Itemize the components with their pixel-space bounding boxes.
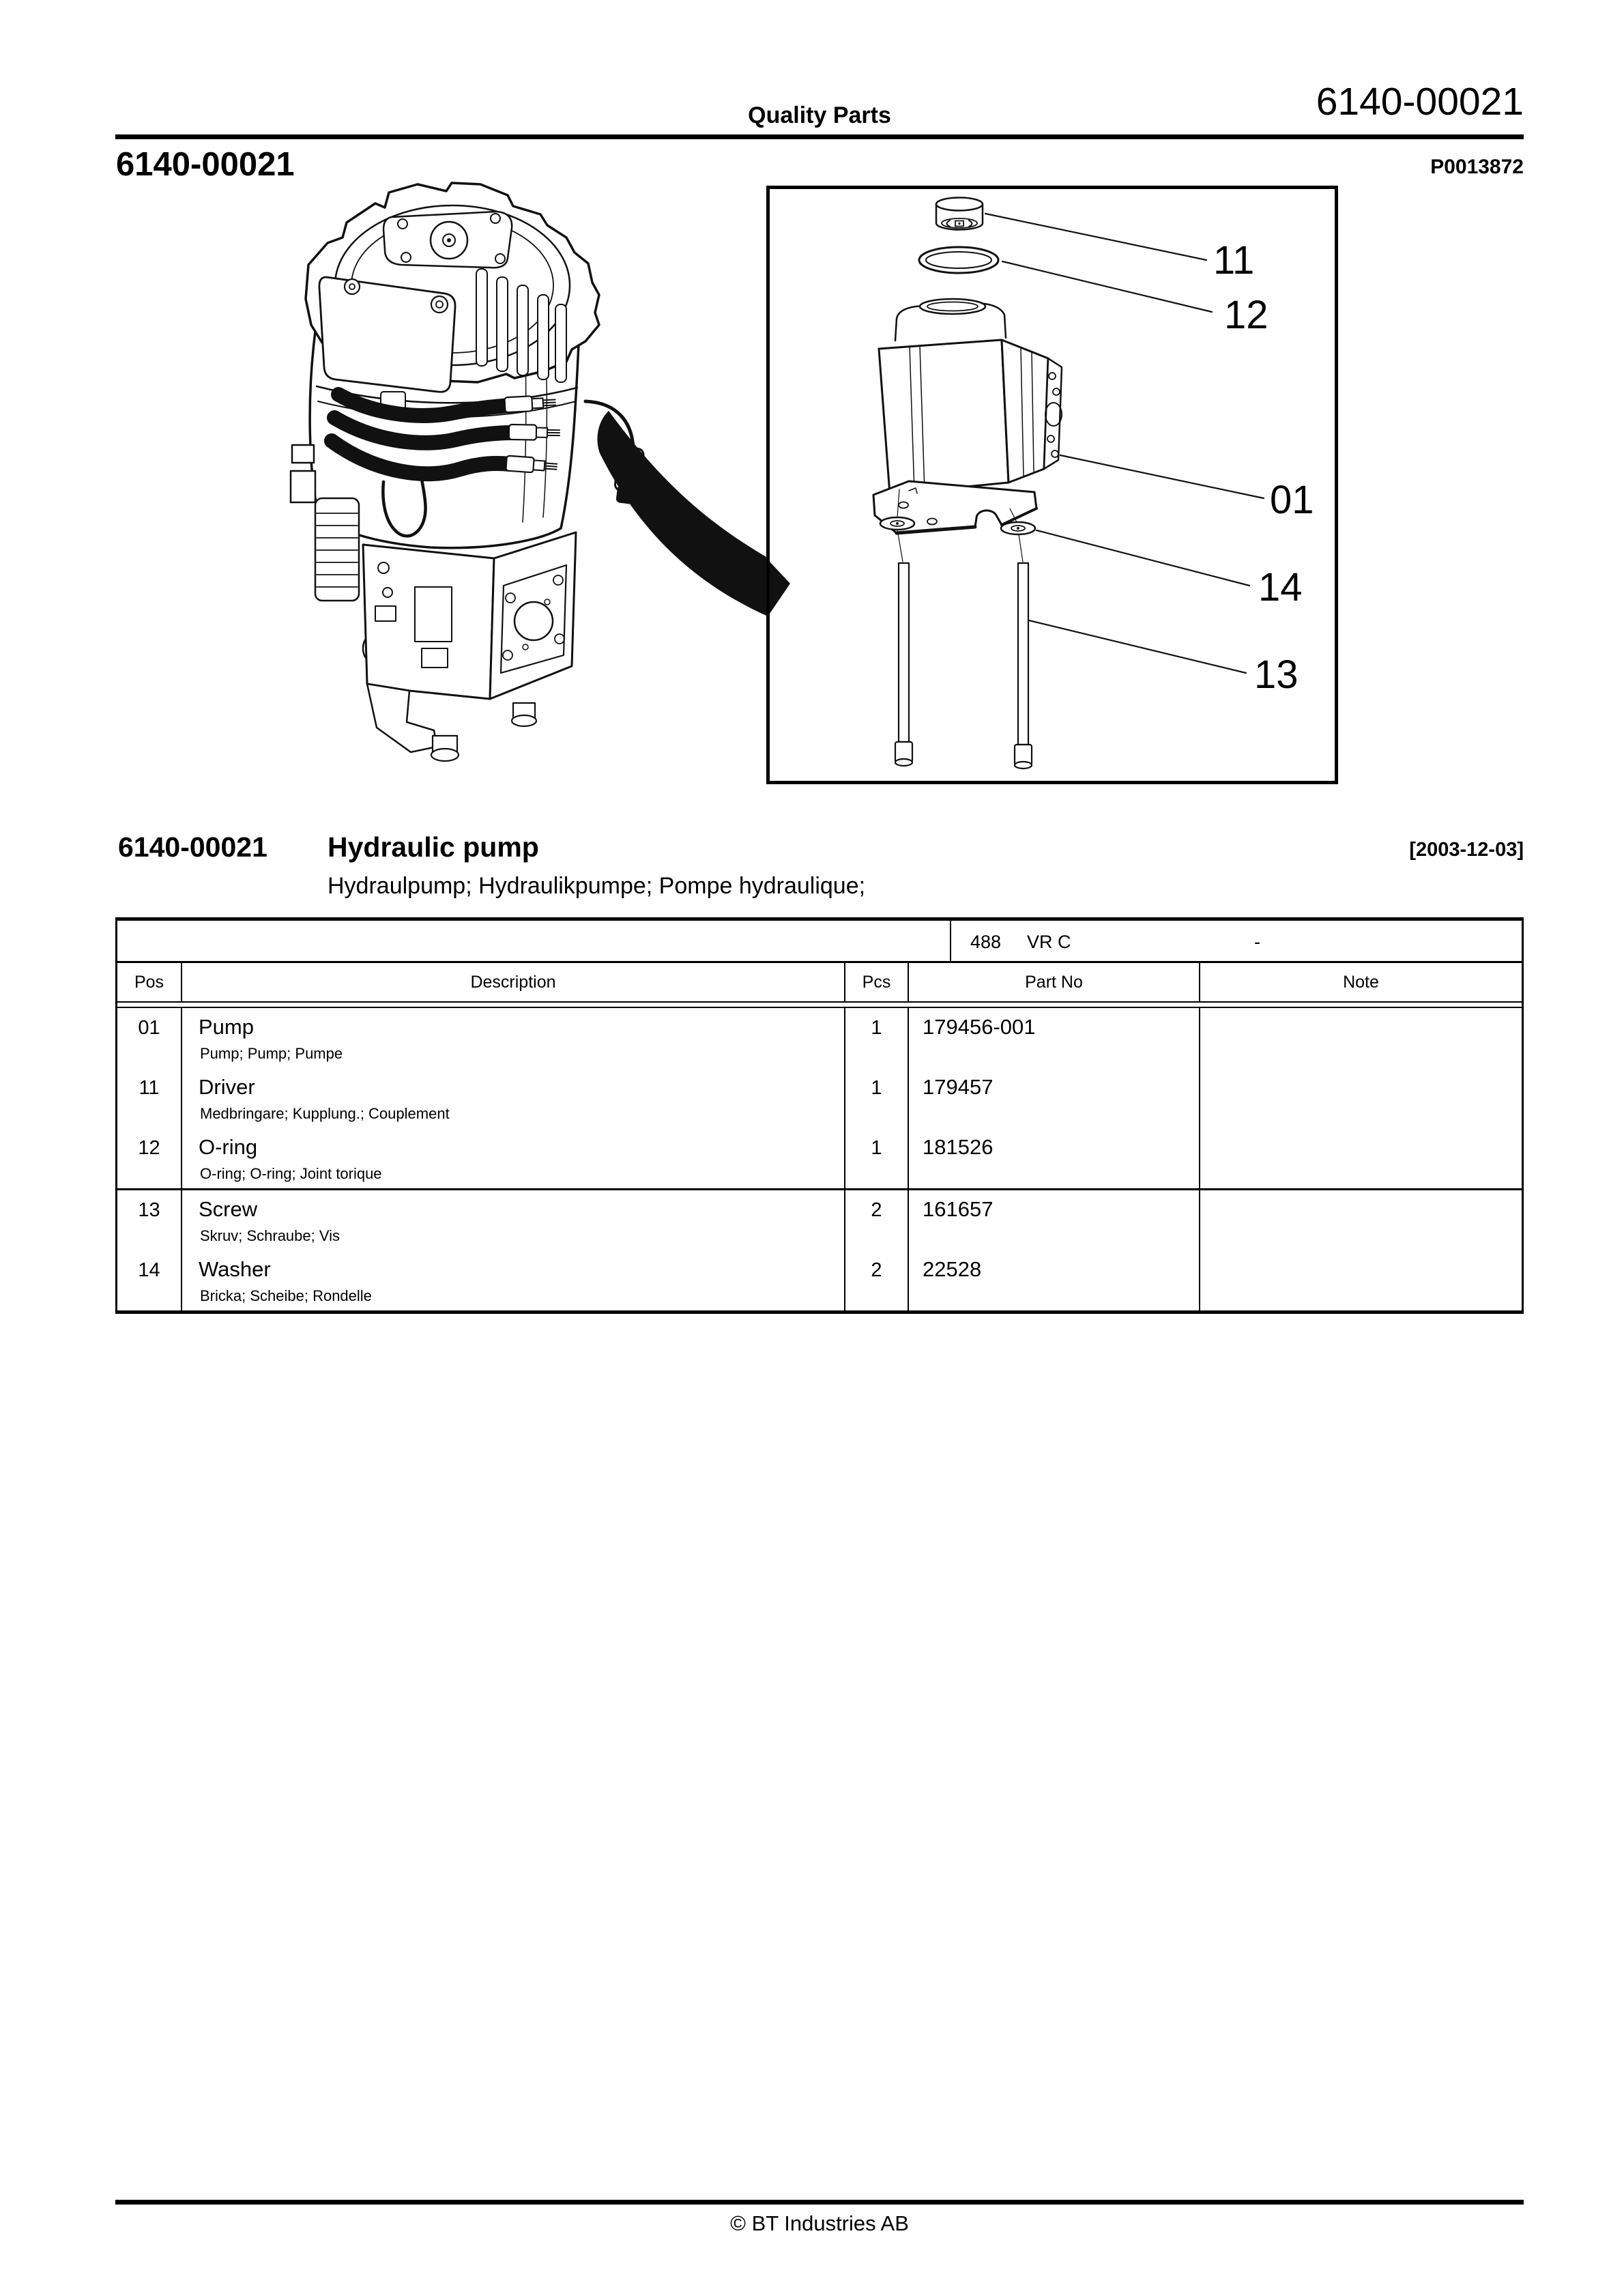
callout-label-11: 11: [1213, 238, 1255, 283]
variant-note: -: [1254, 932, 1260, 952]
variant-band: [117, 921, 1522, 961]
callout-label-01: 01: [1270, 478, 1314, 522]
description-main: Driver: [199, 1075, 255, 1099]
cell-pos: 14: [117, 1250, 182, 1310]
header-divider-rule: [117, 1001, 1522, 1008]
cell-pcs: 1: [845, 1008, 909, 1068]
power-cable: [597, 411, 766, 616]
section-date: [2003-12-03]: [1409, 839, 1524, 861]
cell-note: [1200, 1250, 1522, 1310]
cell-part-no: 181526: [909, 1128, 1200, 1188]
table-row: [117, 1250, 1522, 1310]
screw-part: [895, 563, 1032, 769]
variant-band-empty-cell: [117, 921, 951, 961]
table-row: [117, 1008, 1522, 1068]
exploded-view-drawing: [770, 189, 1335, 781]
section-subtitle: Hydraulpump; Hydraulikpumpe; Pompe hydraulique;: [328, 873, 866, 899]
description-alt: Pump; Pump; Pumpe: [200, 1045, 343, 1062]
column-header-description: Description: [182, 963, 845, 1001]
description-alt: O-ring; O-ring; Joint torique: [200, 1165, 382, 1182]
table-header-row: [117, 963, 1522, 1001]
parts-table: [115, 917, 1524, 1314]
cell-note: [1200, 1190, 1522, 1250]
cell-part-no: 22528: [909, 1250, 1200, 1310]
cell-part-no: 179457: [909, 1068, 1200, 1128]
o-ring-part: [919, 247, 998, 273]
cell-description: [182, 1250, 845, 1310]
column-header-note: Note: [1343, 972, 1379, 992]
table-row: [117, 1068, 1522, 1128]
callout-label-12: 12: [1224, 293, 1268, 337]
cell-note: [1200, 1068, 1522, 1128]
cell-description: [182, 1068, 845, 1128]
description-alt: Medbringare; Kupplung.; Couplement: [200, 1105, 450, 1122]
cell-pos: 12: [117, 1128, 182, 1188]
driver-part: [936, 198, 983, 230]
header-doc-number: 6140-00021: [1316, 80, 1524, 124]
cell-pcs: 2: [845, 1250, 909, 1310]
front-panel: [319, 277, 455, 392]
cell-part-no: 161657: [909, 1190, 1200, 1250]
cell-note: [1200, 1128, 1522, 1188]
header-rule: [115, 134, 1524, 139]
valve-block: [363, 532, 576, 761]
description-main: Washer: [199, 1257, 271, 1281]
cell-pos: 13: [117, 1190, 182, 1250]
section-number: 6140-00021: [118, 831, 267, 863]
footer-rule: [115, 2200, 1524, 2205]
section-title: Hydraulic pump: [328, 831, 539, 863]
table-row: [117, 1188, 1522, 1250]
exploded-view-box: [766, 186, 1338, 784]
column-header-pos: Pos: [117, 963, 182, 1001]
column-header-pcs: Pcs: [845, 963, 909, 1001]
pump-part: [873, 299, 1062, 533]
variant-band-cell: [951, 921, 1522, 961]
callout-label-13: 13: [1254, 652, 1299, 697]
description-main: Pump: [199, 1015, 254, 1039]
cell-pos: 01: [117, 1008, 182, 1068]
footer-copyright: © BT Industries AB: [730, 2211, 909, 2235]
table-row: [117, 1128, 1522, 1188]
callout-label-14: 14: [1258, 565, 1303, 609]
description-alt: Bricka; Scheibe; Rondelle: [200, 1287, 372, 1304]
variant-model: VR C: [1027, 932, 1071, 952]
cell-part-no: 179456-001: [909, 1008, 1200, 1068]
cell-description: [182, 1008, 845, 1068]
page-header-title: Quality Parts: [748, 102, 891, 128]
cell-description: [182, 1190, 845, 1250]
doc-number: 6140-00021: [116, 146, 295, 183]
column-header-part-no: Part No: [909, 963, 1200, 1001]
description-main: O-ring: [199, 1135, 258, 1159]
variant-code: 488: [970, 932, 1002, 952]
cell-pcs: 1: [845, 1068, 909, 1128]
cell-pcs: 1: [845, 1128, 909, 1188]
cell-note: [1200, 1008, 1522, 1068]
description-alt: Skruv; Schraube; Vis: [200, 1227, 340, 1244]
pump-assembly-illustration: [205, 177, 771, 792]
cell-description: [182, 1128, 845, 1188]
cell-pos: 11: [117, 1068, 182, 1128]
plate-code: P0013872: [1430, 156, 1524, 178]
cell-pcs: 2: [845, 1190, 909, 1250]
description-main: Screw: [199, 1197, 258, 1221]
